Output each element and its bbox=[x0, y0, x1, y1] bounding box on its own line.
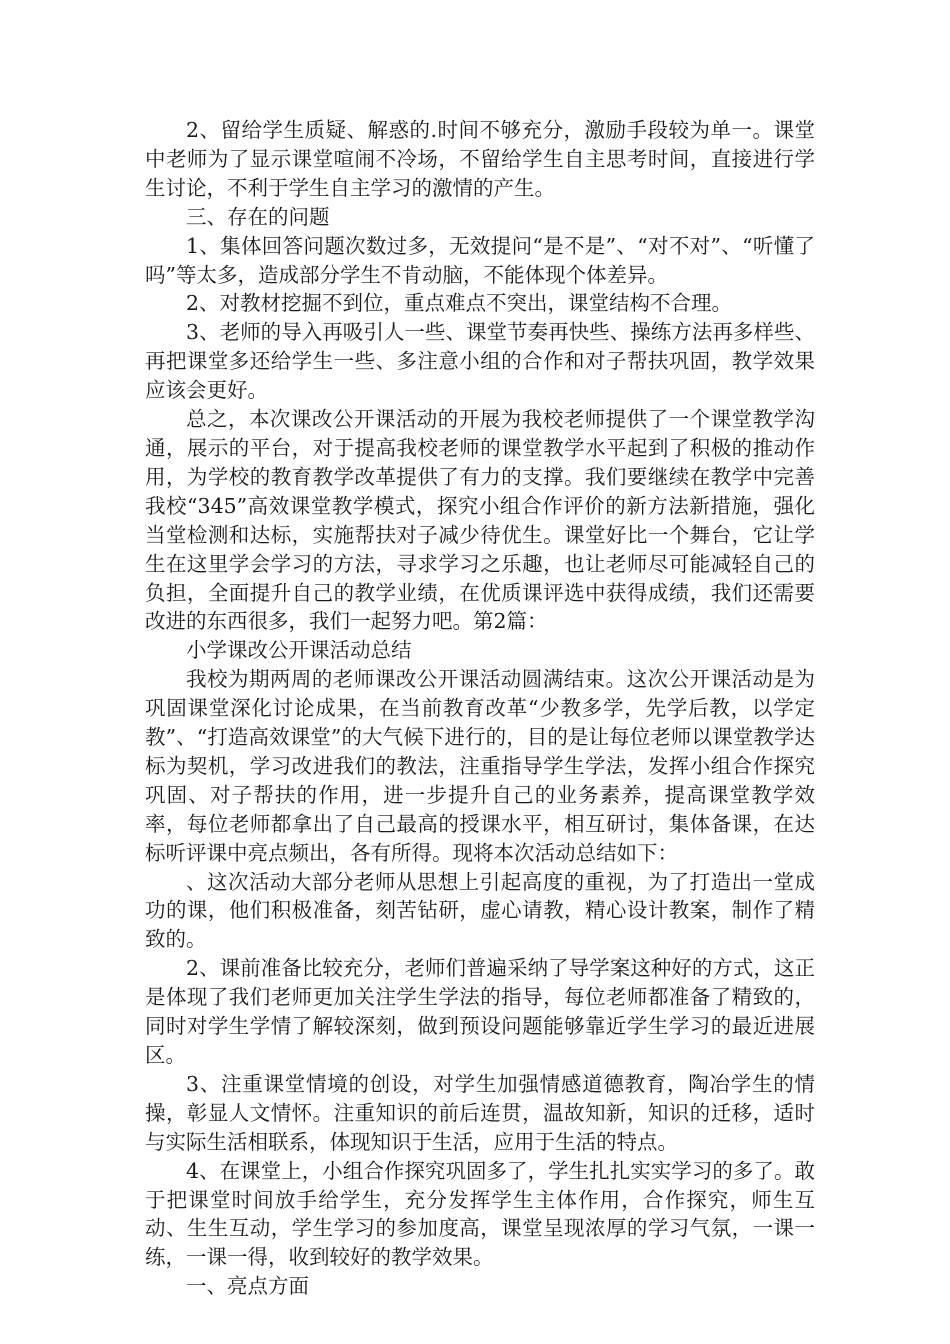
section-heading-problems: 三、存在的问题 bbox=[186, 204, 330, 229]
article-title: 小学课改公开课活动总结 bbox=[186, 638, 412, 663]
paragraph-summary: 总之，本次课改公开课活动的开展为我校老师提供了一个课堂教学沟通，展示的平台，对于提高我校老师的课堂教学水平起到了积极的推动作用，为学校的教育教学改革提供了有力的支撑。我们要继续在教学中完善我校“345”高效课堂教学模式，探究小组合作评价的新方法新措施，强化当堂检测和达标，实施帮扶对子减少待优生。课堂好比一个舞台，它让学生在这里学会学习的方法，寻求学习之乐趣，也让老师尽可能减轻自己的负担，全面提升自己的教学业绩，在优质课评选中获得成绩，我们还需要改进的东西很多，我们一起努力吧。第2篇： bbox=[145, 407, 815, 634]
section-heading-highlights: 一、亮点方面 bbox=[186, 1274, 309, 1299]
document-body bbox=[145, 116, 815, 1301]
paragraph-12: 4、在课堂上，小组合作探究巩固多了，学生扎扎实实学习的多了。敢于把课堂时间放手给学生，充分发挥学生主体作用，合作探究，师生互动、生生互动，学生学习的参加度高，课堂呈现浓厚的学习气氛，一课一练，一课一得，收到较好的教学效果。 bbox=[145, 1158, 815, 1270]
paragraph-4: 2、对教材挖掘不到位，重点难点不突出，课堂结构不合理。 bbox=[186, 291, 733, 316]
paragraph-intro: 我校为期两周的老师课改公开课活动圆满结束。这次公开课活动是为巩固课堂深化讨论成果，在当前教育改革“少教多学，先学后教，以学定教”、“打造高效课堂”的大气候下进行的，目的是让每位老师以课堂教学达标为契机，学习改进我们的教法，注重指导学生学法，发挥小组合作探究巩固、对子帮扶的作用，进一步提升自己的业务素养，提高课堂教学效率，每位老师都拿出了自己最高的授课水平，相互研讨，集体备课，在达标听评课中亮点频出，各有所得。现将本次活动总结如下： bbox=[145, 667, 815, 865]
paragraph-9: 、这次活动大部分老师从思想上引起高度的重视，为了打造出一堂成功的课，他们积极准备，刻苦钻研，虚心请教，精心设计教案，制作了精致的。 bbox=[145, 869, 815, 952]
paragraph-3: 1、集体回答问题次数过多，无效提问“是不是”、“对不对”、“听懂了吗”等太多，造成部分学生不肯动脑，不能体现个体差异。 bbox=[145, 233, 815, 287]
paragraph-10: 2、课前准备比较充分，老师们普遍采纳了导学案这种好的方式，这正是体现了我们老师更加关注学生学法的指导，每位老师都准备了精致的，同时对学生学情了解较深刻，做到预设问题能够靠近学生学习的最近进展区。 bbox=[145, 956, 815, 1067]
paragraph-1: 2、留给学生质疑、解惑的.时间不够充分，激励手段较为单一。课堂中老师为了显示课堂喧闹不冷场，不留给学生自主思考时间，直接进行学生讨论，不利于学生自主学习的激情的产生。 bbox=[145, 118, 815, 200]
paragraph-5: 3、老师的导入再吸引人一些、课堂节奏再快些、操练方法再多样些、再把课堂多还给学生一些、多注意小组的合作和对子帮扶巩固，教学效果应该会更好。 bbox=[145, 320, 815, 403]
paragraph-11: 3、注重课堂情境的创设，对学生加强情感道德教育，陶冶学生的情操，彰显人文情怀。注重知识的前后连贯，温故知新，知识的迁移，适时与实际生活相联系，体现知识于生活，应用于生活的特点。 bbox=[145, 1071, 815, 1154]
